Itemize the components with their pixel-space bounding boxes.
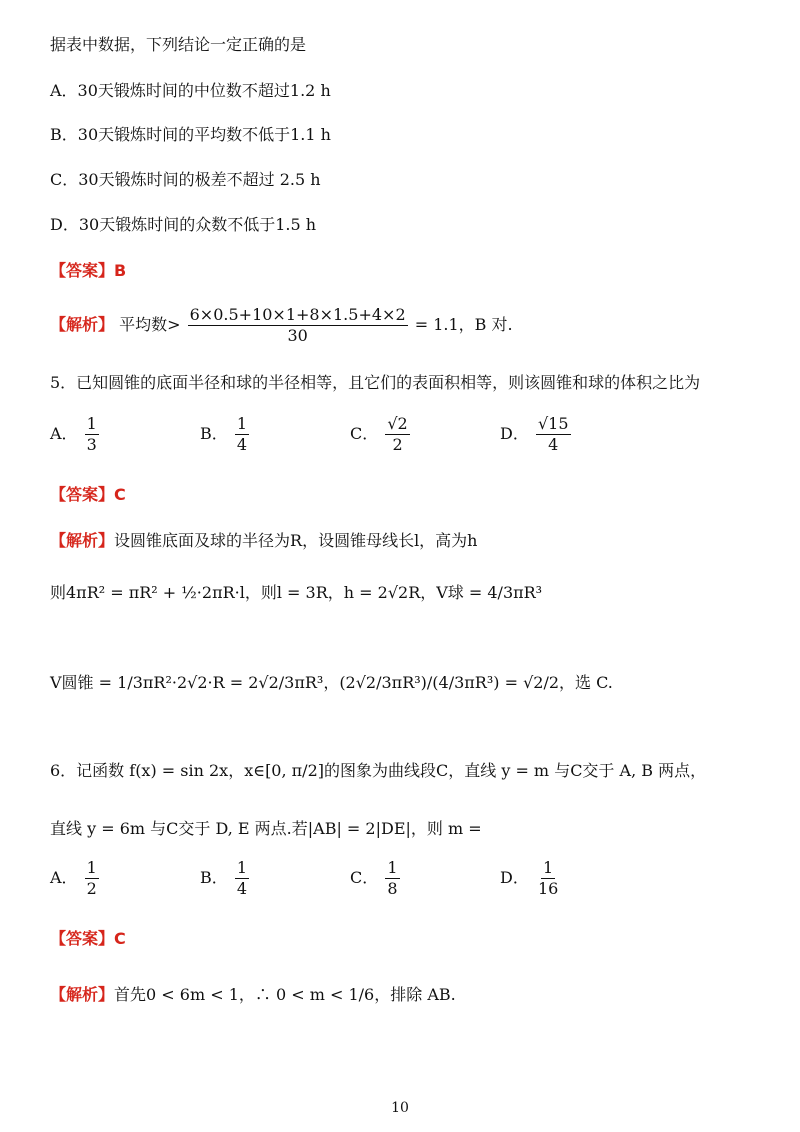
q5-option-d-num: √15 <box>537 414 569 433</box>
q5-option-a <box>50 414 101 455</box>
q5-option-b-num: 1 <box>236 414 248 433</box>
q6-analysis <box>50 984 456 1006</box>
q5-answer-value: C <box>114 485 126 504</box>
q5-option-c-frac <box>385 414 409 455</box>
q6-option-c-num: 1 <box>387 858 398 877</box>
q5-option-a-den: 3 <box>86 435 97 454</box>
q5-analysis-line3: V圆锥 = 1/3πR²·2√2·R = 2√2/3πR³，(2√2/3πR³)/(4/3πR³) = √2/2，选 C. <box>50 673 613 692</box>
q4-option-d: D．30天锻炼时间的众数不低于1.5 h <box>50 215 317 234</box>
q6-option-d <box>500 858 562 899</box>
q5-analysis-line2: 则4πR² = πR² + ½·2πR·l，则l = 3R，h = 2√2R，V球 = 4/3πR³ <box>50 583 543 602</box>
q5-option-a-letter: A． <box>50 424 78 443</box>
q6-option-a-num: 1 <box>86 858 97 877</box>
q5-option-c-num: √2 <box>387 414 408 433</box>
q5-option-b <box>200 414 251 455</box>
q5-option-a-num: 1 <box>86 414 97 433</box>
q6-option-a <box>50 858 101 899</box>
q5-analysis-label: 【解析】 <box>50 531 115 550</box>
q4-analysis-suffix: = 1.1，B 对. <box>414 315 513 334</box>
q5-stem: 5．已知圆锥的底面半径和球的半径相等，且它们的表面积相等，则该圆锥和球的体积之比为 <box>50 373 701 392</box>
q6-option-a-den: 2 <box>86 879 97 898</box>
q4-answer <box>50 260 126 282</box>
q5-option-d-letter: D． <box>500 424 529 443</box>
q6-option-b-num: 1 <box>236 858 248 877</box>
q5-option-b-frac <box>235 414 249 455</box>
q6-option-a-letter: A． <box>50 868 78 887</box>
q4-analysis-prefix: 平均数> <box>119 315 181 334</box>
q5-option-c-letter: C． <box>350 424 379 443</box>
q5-option-c-den: 2 <box>392 435 403 454</box>
q4-stem: 据表中数据，下列结论一定正确的是 <box>50 35 307 54</box>
q6-option-d-den: 16 <box>537 879 559 898</box>
q6-answer-value: C <box>114 929 126 948</box>
q6-answer <box>50 928 126 950</box>
q6-option-d-letter: D． <box>500 868 529 887</box>
q4-answer-value: B <box>114 261 127 280</box>
q6-option-c-letter: C． <box>350 868 379 887</box>
q6-option-b-frac <box>235 858 249 899</box>
q6-option-a-frac <box>85 858 99 899</box>
q4-analysis-numerator: 6×0.5+10×1+8×1.5+4×2 <box>189 305 406 324</box>
q5-analysis-line1 <box>50 530 478 552</box>
q5-option-c <box>350 414 412 455</box>
q4-analysis-fraction <box>188 305 408 346</box>
q6-option-d-frac <box>536 858 560 899</box>
page-number: 10 <box>391 1100 409 1116</box>
q4-option-c: C．30天锻炼时间的极差不超过 2.5 h <box>50 170 321 189</box>
q6-option-d-num: 1 <box>543 858 554 877</box>
q5-option-b-letter: B． <box>200 424 228 443</box>
q6-option-b-letter: B． <box>200 868 228 887</box>
q6-stem-line1: 6．记函数 f(x) = sin 2x，x∈[0, π/2]的图象为曲线段C，直线 y = m 与C交于 A, B 两点， <box>50 761 707 780</box>
q5-option-d-den: 4 <box>548 435 559 454</box>
q5-analysis-text1: 设圆锥底面及球的半径为R，设圆锥母线长l，高为h <box>114 531 478 550</box>
q4-answer-label: 【答案】 <box>50 261 115 280</box>
q5-option-d <box>500 414 573 455</box>
q6-option-c-den: 8 <box>387 879 398 898</box>
q4-option-a: A．30天锻炼时间的中位数不超过1.2 h <box>50 81 331 100</box>
q5-answer <box>50 484 126 506</box>
q4-analysis-denominator: 30 <box>287 326 308 345</box>
q6-analysis-text: 首先0 < 6m < 1，∴ 0 < m < 1/6，排除 AB. <box>114 985 456 1004</box>
q6-option-c <box>350 858 402 899</box>
q5-option-a-frac <box>85 414 99 455</box>
q6-option-b-den: 4 <box>236 879 248 898</box>
q5-option-b-den: 4 <box>236 435 248 454</box>
q4-analysis-label: 【解析】 <box>50 315 115 334</box>
q6-analysis-label: 【解析】 <box>50 985 115 1004</box>
q6-answer-label: 【答案】 <box>50 929 115 948</box>
q4-analysis <box>50 305 513 346</box>
q6-stem-line2: 直线 y = 6m 与C交于 D, E 两点.若|AB| = 2|DE|，则 m = <box>50 819 482 838</box>
q6-option-b <box>200 858 251 899</box>
q5-answer-label: 【答案】 <box>50 485 115 504</box>
q5-option-d-frac <box>536 414 571 455</box>
q6-option-c-frac <box>385 858 399 899</box>
q4-option-b: B．30天锻炼时间的平均数不低于1.1 h <box>50 125 331 144</box>
